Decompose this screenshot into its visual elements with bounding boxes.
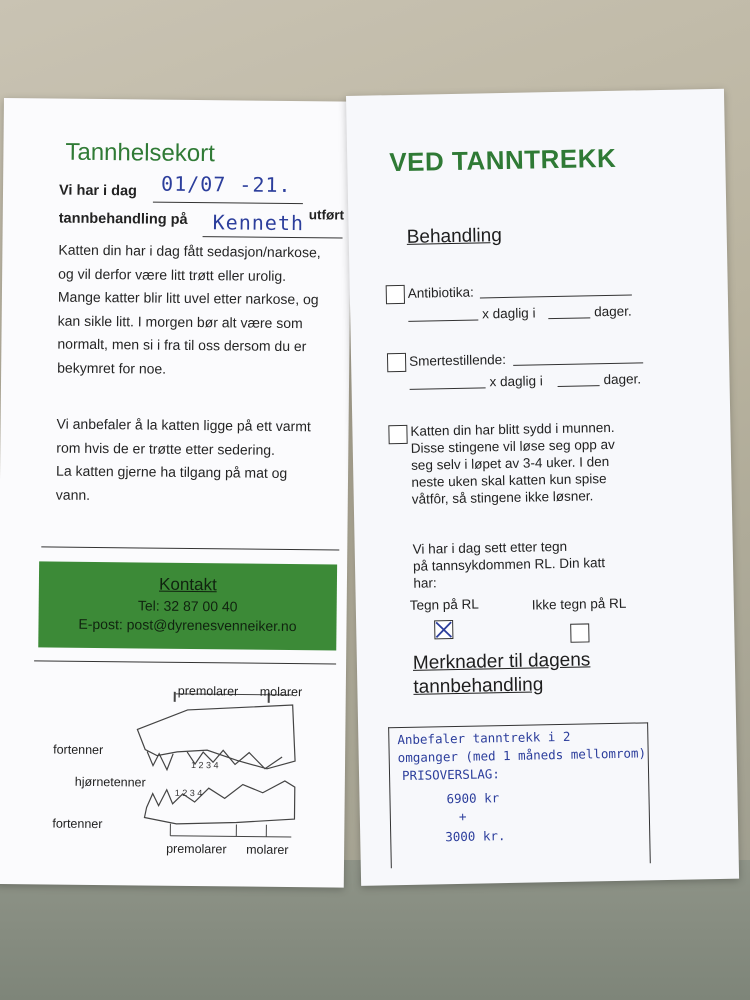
ikke-tegn-label: Ikke tegn på RL [531,595,627,613]
handwritten-name: Kenneth [212,210,305,236]
divider [34,660,336,664]
para-line: vann. [55,486,91,503]
label-hjornetenner: hjørnetenner [74,774,146,790]
para-line: rom hvis de er trøtte etter sedering. [56,439,276,458]
advice-paragraph [56,413,342,510]
antibiotika-days-line [548,317,590,319]
label-fortenner-bottom: fortenner [52,816,103,832]
sedation-paragraph [57,239,343,383]
contact-heading: Kontakt [158,574,217,595]
treatment-line-label: tannbehandling på [58,210,188,228]
rl-line: Vi har i dag sett etter tegn [412,538,568,557]
dental-card-right-page [346,89,739,886]
label-molarer-bottom: molarer [246,842,289,858]
note-line: 3000 kr. [445,828,506,845]
svg-text:1 2 3 4: 1 2 3 4 [190,759,219,771]
dental-card-left-page [0,98,352,888]
merknader-heading-1: Merknader til dagens [412,649,591,674]
smerte-days: dager. [603,371,642,388]
checkmark-x-icon [435,621,452,638]
antibiotika-label: Antibiotika: [407,284,474,301]
label-premolarer-top: premolarer [177,683,239,699]
label-molarer-top: molarer [259,684,303,700]
sydd-line: våtfôr, så stingene ikke løsner. [411,488,594,507]
sydd-line: Katten din har blitt sydd i munnen. [410,419,615,439]
contact-phone: Tel: 32 87 00 40 [137,597,238,615]
para-line: Vi anbefaler å la katten ligge på ett varmt [56,415,311,435]
note-line: + [458,808,467,824]
handwritten-date: 01/07 -21. [160,171,292,198]
note-line: Anbefaler tanntrekk i 2 [397,728,571,748]
note-line: PRISOVERSLAG: [401,766,501,784]
contact-email: E-post: post@dyrenesvenneiker.no [78,615,297,635]
para-line: Katten din har i dag fått sedasjon/narkose, [58,241,321,261]
tegn-checkbox[interactable] [434,620,453,639]
smerte-dose: x daglig i [489,373,543,390]
behandling-heading: Behandling [406,225,503,248]
para-line: Mange katter blir litt uvel etter narkose, og [57,288,319,308]
note-line: 6900 kr [446,790,500,807]
extraction-title: VED TANNTREKK [388,142,617,178]
notes-box [388,722,651,868]
divider [41,546,339,550]
sydd-line: Disse stingene vil løse seg opp av [410,436,615,456]
rl-line: har: [413,575,437,591]
sydd-line: neste uken skal katten kun spise [411,471,607,490]
sydd-line: seg selv i løpet av 3-4 uker. I den [410,454,610,473]
ikke-tegn-checkbox[interactable] [570,623,589,642]
note-line: omganger (med 1 måneds mellomrom) [397,745,647,766]
merknader-heading-2: tannbehandling [413,674,544,698]
para-line: normalt, men si i fra til oss dersom du er [57,335,307,355]
smerte-days-line [558,385,600,387]
sydd-checkbox[interactable] [388,425,407,444]
date-underline [153,202,303,205]
antibiotika-days: dager. [594,303,632,320]
smertestillende-checkbox[interactable] [387,353,406,372]
rl-text [413,537,606,592]
smertestillende-label: Smertestillende: [408,351,507,369]
smerte-line [513,362,643,365]
para-line: kan sikle litt. I morgen bør alt være som [57,312,303,331]
rl-line: på tannsykdommen RL. Din katt [412,555,606,574]
smerte-dose-line [410,387,486,389]
antibiotika-checkbox[interactable] [386,285,405,304]
antibiotika-line [480,295,632,299]
cat-teeth-diagram-icon [116,689,318,851]
name-underline [203,236,343,238]
svg-text:1 2 3 4: 1 2 3 4 [174,787,203,799]
contact-box [38,561,337,650]
para-line: La katten gjerne ha tilgang på mat og [56,462,288,481]
antibiotika-dose-line [408,320,478,322]
label-premolarer-bottom: premolarer [166,841,227,857]
date-line-label: Vi har i dag [58,182,138,200]
tegn-label: Tegn på RL [409,596,479,613]
para-line: og vil derfor være litt trøtt eller urolig. [58,265,287,284]
sydd-text [410,419,616,508]
date-line-suffix: utført [308,207,345,223]
card-title: Tannhelsekort [65,138,216,168]
label-fortenner-top: fortenner [53,742,104,758]
antibiotika-dose: x daglig i [482,305,536,322]
para-line: bekymret for noe. [57,359,167,377]
